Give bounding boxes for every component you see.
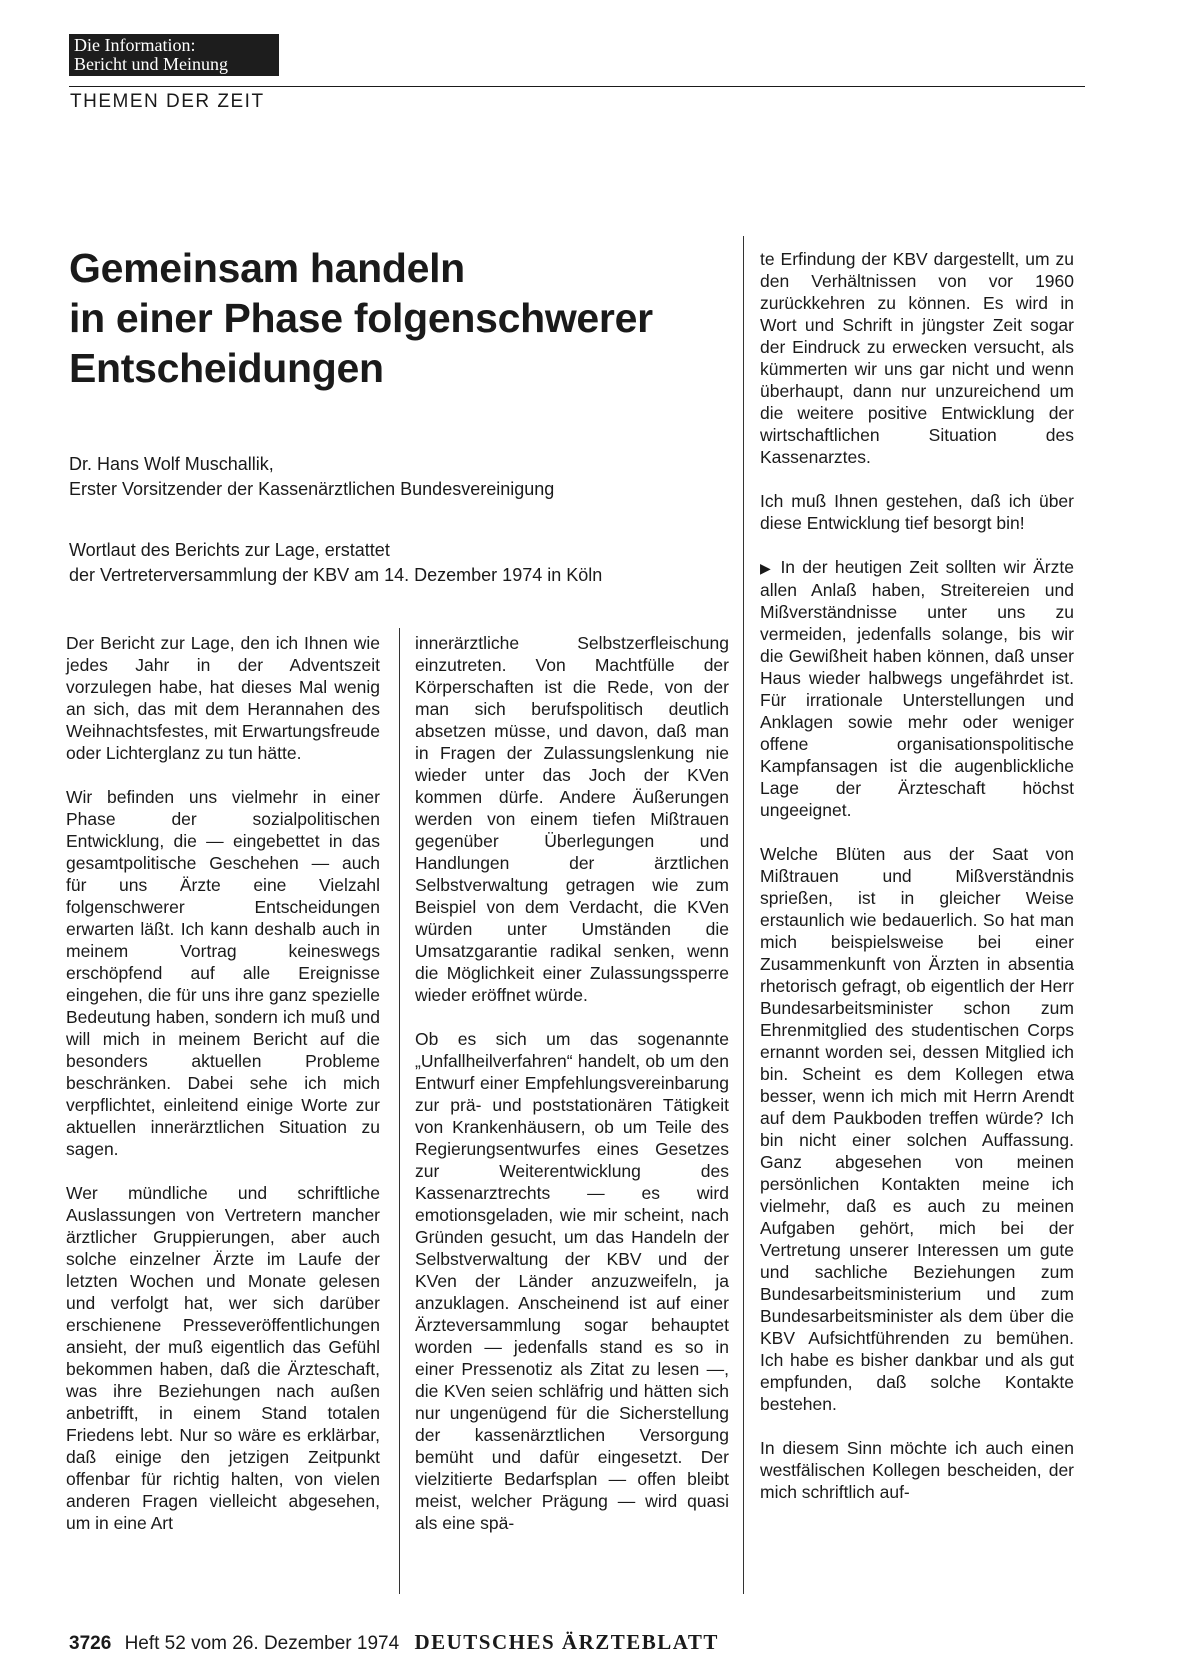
issue-info: Heft 52 vom 26. Dezember 1974 <box>124 1633 400 1654</box>
author-role: Erster Vorsitzender der Kassenärztlichen Bundesvereinigung <box>69 479 555 499</box>
arrow-marker-icon: ▶ <box>760 560 774 576</box>
paragraph: Wir befinden uns vielmehr in einer Phase der sozialpolitischen Entwicklung, die — eingebettet in das gesamtpolitische Geschehen — auch für uns Ärzte eine Vielzahl folgenschwerer Entscheidungen erwarten läßt. Ich kann deshalb auch in meinem Vortrag keineswegs erschöpfend auf alle Ereignisse eingehen, die für uns ihre ganz spezielle Bedeutung haben, sondern ich muß und will mich in meinem Bericht auf die besonders aktuellen Probleme beschränken. Dabei sehe ich mich verpflichtet, einleitend einige Worte zur aktuellen innerärztlichen Situation zu sagen. <box>66 787 380 1159</box>
page-number: 3726 <box>69 1633 112 1654</box>
article-subtitle <box>69 538 709 588</box>
column-divider <box>399 628 400 1594</box>
author-block <box>69 452 709 502</box>
section-label: THEMEN DER ZEIT <box>70 91 265 112</box>
headline-line-1: Gemeinsam handeln <box>69 245 465 291</box>
header-rule <box>69 86 1085 87</box>
paragraph: Der Bericht zur Lage, den ich Ihnen wie jedes Jahr in der Adventszeit vorzulegen habe, hat dieses Mal wenig an sich, das mit dem Herannahen des Weihnachtsfestes, mit Erwartungsfreude oder Lichterglanz zu tun hätte. <box>66 633 380 763</box>
paragraph-text: In der heutigen Zeit sollten wir Ärzte allen Anlaß haben, Streitereien und Mißverständnisse unter uns zu vermeiden, jedenfalls solange, bis wir die Gewißheit haben können, daß unser Haus wieder halbwegs ungefährdet ist. Für irrationale Unterstellungen und Anklagen sowie mehr oder weniger offene organisationspolitische Kampfansagen ist die augenblickliche Lage der Ärzteschaft höchst ungeeignet. <box>760 557 1074 820</box>
paragraph: Ich muß Ihnen gestehen, daß ich über diese Entwicklung tief besorgt bin! <box>760 491 1074 533</box>
author-name: Dr. Hans Wolf Muschallik, <box>69 454 274 474</box>
paragraph-emphasis <box>760 556 1074 821</box>
text-column-3 <box>760 248 1074 1525</box>
column-divider <box>743 236 744 1594</box>
article-headline <box>69 243 729 393</box>
headline-line-3: Entscheidungen <box>69 345 384 391</box>
headline-line-2: in einer Phase folgenschwerer <box>69 295 653 341</box>
subtitle-line-2: der Vertreterversammlung der KBV am 14. Dezember 1974 in Köln <box>69 565 603 585</box>
badge-line-2: Bericht und Meinung <box>74 54 228 74</box>
paragraph: Wer mündliche und schriftliche Auslassungen von Vertretern mancher ärztlicher Gruppierungen, aber auch solche einzelner Ärzte im Laufe der letzten Wochen und Monate gelesen und verfolgt hat, wer sich darüber erschienene Presseveröffentlichungen ansieht, der muß eigentlich das Gefühl bekommen haben, daß die Ärzteschaft, was ihre Beziehungen nach außen anbetrifft, in einem Stand totalen Friedens lebt. Nur so wäre es erklärbar, daß einige den jetzigen Zeitpunkt offenbar für richtig halten, von vielen anderen Fragen vielleicht abgesehen, um in eine Art <box>66 1183 380 1533</box>
section-badge <box>69 34 279 76</box>
paragraph: innerärztliche Selbstzerfleischung einzutreten. Von Machtfülle der Körperschaften ist die Rede, von der man sich berufspolitisch deutlich absetzen müsse, und davon, daß man in Fragen der Zulassungslenkung nie wieder unter das Joch der KVen kommen dürfe. Andere Äußerungen werden von einem tiefen Mißtrauen gegenüber Überlegungen und Handlungen der ärztlichen Selbstverwaltung getragen wie zum Beispiel von dem Verdacht, die KVen würden unter Umständen die Umsatzgarantie radikal senken, wenn die Möglichkeit einer Zulassungssperre wieder eröffnet würde. <box>415 633 729 1005</box>
page-footer <box>69 1630 719 1655</box>
text-column-2 <box>415 632 729 1556</box>
paragraph: Welche Blüten aus der Saat von Mißtrauen und Mißverständnis sprießen, ist in gleicher Weise erstaunlich wie bedauerlich. So hat man mich beispielsweise bei einer Zusammenkunft von Ärzten in absentia rhetorisch gefragt, ob eigentlich der Herr Bundesarbeitsminister schon zum Ehrenmitglied des studentischen Corps ernannt worden sei, dessen Mitglied ich bin. Scheint es dem Kollegen etwa besser, wenn ich mich mit Herrn Arendt auf dem Paukboden treffen würde? Ich bin nicht einer solchen Auffassung. Ganz abgesehen von meinen persönlichen Kontakten meine ich vielmehr, daß es auch zu meinen Aufgaben gehört, mich bei der Vertretung unserer Interessen um gute und sachliche Beziehungen zum Bundesarbeitsministerium und zum Bundesarbeitsminister als dem über die KBV Aufsichtführenden zu bemühen. Ich habe es bisher dankbar und als gut empfunden, daß solche Kontakte bestehen. <box>760 844 1074 1414</box>
paragraph: In diesem Sinn möchte ich auch einen westfälischen Kollegen bescheiden, der mich schriftlich auf- <box>760 1438 1074 1502</box>
text-column-1 <box>66 632 380 1556</box>
paragraph: te Erfindung der KBV dargestellt, um zu den Verhältnissen von vor 1960 zurückkehren zu können. Es wird in Wort und Schrift in jüngster Zeit sogar der Eindruck zu erwecken versucht, als kümmerten wir uns gar nicht und wenn überhaupt, dann nur unzureichend um die weitere positive Entwicklung der wirtschaftlichen Situation des Kassenarztes. <box>760 249 1074 467</box>
badge-line-1: Die Information: <box>74 35 196 55</box>
paragraph: Ob es sich um das sogenannte „Unfallheilverfahren“ handelt, ob um den Entwurf einer Empfehlungsvereinbarung zur prä- und poststationären Tätigkeit von Krankenhäusern, ob um Teile des Regierungsentwurfes eines Gesetzes zur Weiterentwicklung des Kassenarztrechts — es wird emotionsgeladen, wie mir scheint, nach Gründen gesucht, um das Handeln der Selbstverwaltung der KBV und der KVen der Länder anzuzweifeln, ja anzuklagen. Anscheinend ist auf einer Ärzteversammlung sogar behauptet worden — jedenfalls stand es so in einer Pressenotiz als Zitat zu lesen —, die KVen seien schläfrig und hätten sich nur ungenügend für die Sicherstellung der kassenärztlichen Versorgung bemüht und dafür eingesetzt. Der vielzitierte Bedarfsplan — offen bleibt meist, welcher Prägung — wird quasi als eine spä- <box>415 1029 729 1533</box>
subtitle-line-1: Wortlaut des Berichts zur Lage, erstattet <box>69 540 390 560</box>
journal-name: DEUTSCHES ÄRZTEBLATT <box>414 1630 719 1654</box>
